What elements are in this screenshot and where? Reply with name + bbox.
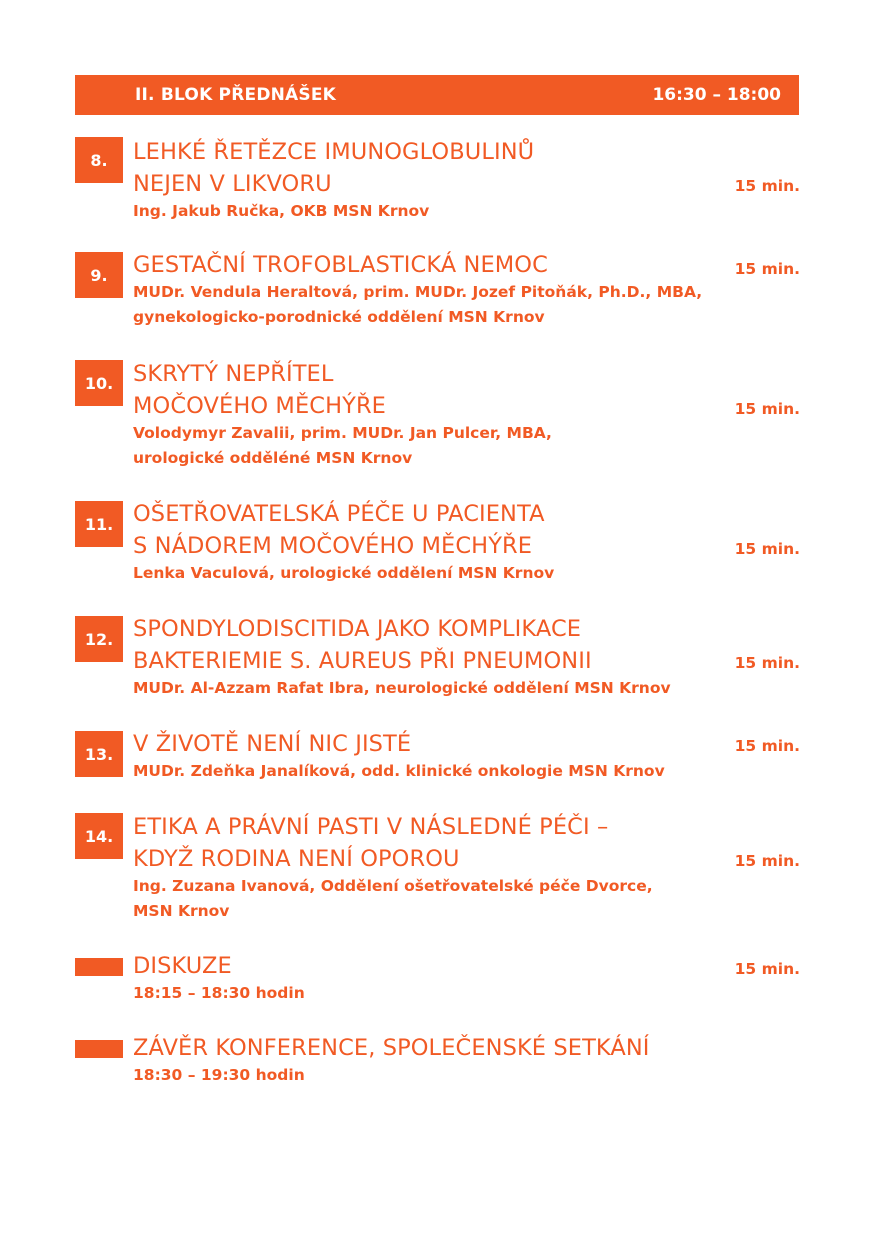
lecture-duration: 15 min. <box>734 737 800 755</box>
lecture-number: 14. <box>75 813 123 859</box>
lecture-title: S NÁDOREM MOČOVÉHO MĚCHÝŘE <box>133 533 533 559</box>
lecture-speaker: MUDr. Zdeňka Janalíková, odd. klinické onkologie MSN Krnov <box>133 762 665 780</box>
lecture-title: MOČOVÉHO MĚCHÝŘE <box>133 393 386 419</box>
closing-time: 18:30 – 19:30 hodin <box>133 1066 305 1084</box>
lecture-speaker: MSN Krnov <box>133 902 230 920</box>
lecture-duration: 15 min. <box>734 400 800 418</box>
lecture-body <box>133 613 800 699</box>
closing-bar <box>75 1040 123 1058</box>
lecture-speaker: Lenka Vaculová, urologické oddělení MSN Krnov <box>133 564 555 582</box>
lecture-speaker: urologické odděléné MSN Krnov <box>133 449 413 467</box>
discussion-bar <box>75 958 123 976</box>
lecture-body <box>133 136 800 222</box>
lecture-speaker: MUDr. Vendula Heraltová, prim. MUDr. Jozef Pitoňák, Ph.D., MBA, <box>133 283 703 301</box>
lecture-body <box>133 358 800 469</box>
lecture-duration: 15 min. <box>734 540 800 558</box>
lecture-title: KDYŽ RODINA NENÍ OPOROU <box>133 846 460 872</box>
block-time: 16:30 – 18:00 <box>652 85 781 105</box>
lecture-title: BAKTERIEMIE S. AUREUS PŘI PNEUMONII <box>133 648 592 674</box>
lecture-number: 10. <box>75 360 123 406</box>
discussion-time: 18:15 – 18:30 hodin <box>133 984 305 1002</box>
lecture-body <box>133 249 800 328</box>
closing-title: ZÁVĚR KONFERENCE, SPOLEČENSKÉ SETKÁNÍ <box>133 1035 650 1061</box>
lecture-title: NEJEN V LIKVORU <box>133 171 332 197</box>
lecture-title: SPONDYLODISCITIDA JAKO KOMPLIKACE <box>133 616 582 642</box>
lecture-duration: 15 min. <box>734 654 800 672</box>
lecture-duration: 15 min. <box>734 177 800 195</box>
lecture-speaker: Volodymyr Zavalii, prim. MUDr. Jan Pulcer, MBA, <box>133 424 552 442</box>
lecture-title: SKRYTÝ NEPŘÍTEL <box>133 361 334 387</box>
block-header <box>75 75 799 115</box>
lecture-number: 8. <box>75 137 123 183</box>
lecture-title: OŠETŘOVATELSKÁ PÉČE U PACIENTA <box>133 501 545 527</box>
lecture-title: ETIKA A PRÁVNÍ PASTI V NÁSLEDNÉ PÉČI – <box>133 814 609 840</box>
discussion-title: DISKUZE <box>133 953 232 979</box>
lecture-number: 9. <box>75 252 123 298</box>
lecture-title: GESTAČNÍ TROFOBLASTICKÁ NEMOC <box>133 252 548 278</box>
lecture-speaker: Ing. Zuzana Ivanová, Oddělení ošetřovatelské péče Dvorce, <box>133 877 653 895</box>
lecture-body <box>133 728 800 782</box>
lecture-number: 11. <box>75 501 123 547</box>
discussion-duration: 15 min. <box>734 960 800 978</box>
lecture-body <box>133 811 800 922</box>
lecture-number: 12. <box>75 616 123 662</box>
discussion-body <box>133 950 800 1004</box>
lecture-duration: 15 min. <box>734 852 800 870</box>
lecture-duration: 15 min. <box>734 260 800 278</box>
lecture-speaker: Ing. Jakub Ručka, OKB MSN Krnov <box>133 202 430 220</box>
lecture-speaker: MUDr. Al-Azzam Rafat Ibra, neurologické oddělení MSN Krnov <box>133 679 671 697</box>
lecture-title: V ŽIVOTĚ NENÍ NIC JISTÉ <box>133 731 412 757</box>
block-title: II. BLOK PŘEDNÁŠEK <box>135 85 337 105</box>
lecture-number: 13. <box>75 731 123 777</box>
closing-body <box>133 1032 800 1086</box>
lecture-title: LEHKÉ ŘETĚZCE IMUNOGLOBULINŮ <box>133 139 535 165</box>
lecture-speaker: gynekologicko-porodnické oddělení MSN Krnov <box>133 308 545 326</box>
lecture-body <box>133 498 800 584</box>
